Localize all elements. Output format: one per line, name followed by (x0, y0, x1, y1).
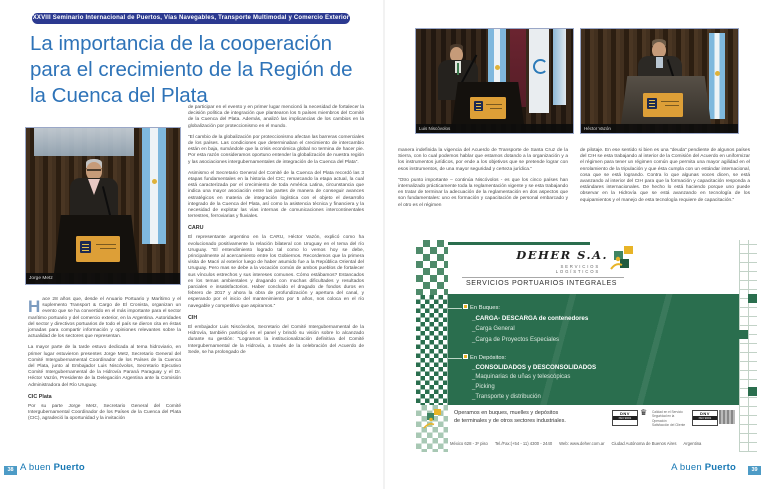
section-heading-cic-plata: CIC Plata (28, 393, 52, 400)
dropcap: H (28, 297, 41, 316)
checker-pattern-mid (416, 295, 448, 405)
photo-jorge-metz (25, 127, 181, 285)
runner-figure-icon (422, 417, 438, 430)
ad-website: Web: www.deher.com.ar (559, 441, 605, 446)
flag-sun (715, 71, 720, 76)
ad-address: México 628 - 3º piso (450, 441, 488, 446)
podium-sign-logo (647, 98, 657, 109)
flag-sun (495, 65, 500, 70)
right-column (188, 105, 364, 361)
cert-badge-dnv-2: DNV ISO 9001 (692, 410, 718, 426)
body-paragraph: Asimismo el Secretario General del Comité de la Cuenca del Plata recordó las 3 etapas fundamentales en la historia del CIC; remarcando la etapa actual, la cual está caracterizada por el crecimiento de toda América Latina, circunstancia que indica una mayor asociación entre las partes de manera de conseguir avances estratégicos en materia de integración logística con el objeto el desarrollo integrado de la Cuenca del Plata, así como la asistencia técnica y financiera y la necesidad de explotar las vías internas de comunicaciones intercontinentales terrestres, ferroviarias y fluviales. (188, 170, 364, 220)
page-number-right: 39 (748, 466, 761, 475)
right-page-right-column (580, 148, 750, 209)
ad-note-line1: Operamos en buques, muelles y depósitos (454, 410, 559, 416)
speaker-lanyard (457, 63, 459, 75)
magazine-name-bold: Puerto (704, 462, 736, 473)
body-paragraph: Por su parte Jorge Metz, Secretario General del Comité Intergubernamental Coordinador de los Países de la Cuenca del Plata (CIC), agradeció la oportunidad y la invitación (28, 403, 181, 422)
ad-service-item: _CARGA- DESCARGA de contenedores (472, 315, 589, 322)
seminar-banner (32, 13, 350, 24)
flag-argentina (142, 128, 166, 244)
body-paragraph: de pilotaje. En ese sentido si bien es una “deuda” pendiente de algunos países del CIH se esta trabajando al interior de la Comisión del Acuerdo en uniformizar el régimen para tener un régimen común que permita una mayor agilidad en el enrolamiento de la tripulación y que ésta cumpla con un estándar internacional, cosa que se está logrando. Contra lo que algunas voces dicen, se está avanzando al interior del CIH para que la formación y capacitación responda a estándares internacionales. De hecho lo está haciendo porque uno puede observar en la Hidrovía que se está avanzando en tecnología de los equipamientos y el manejo de esta tecnología requiere de capacitación.” (580, 148, 750, 203)
article-title: La importancia de la cooperación para el crecimiento de la Región de la Cuenca del Plata (30, 32, 353, 107)
checker-pattern-top (416, 240, 448, 295)
ad-service-item: _Picking (472, 384, 495, 390)
flag-sun (152, 179, 157, 184)
magazine-name-right (671, 462, 736, 473)
deher-logo-icon (612, 246, 644, 274)
ad-section-depositos: En Depósitos: (463, 354, 506, 361)
ad-service-item: _CONSOLIDADOS y DESCONSOLIDADOS (472, 364, 597, 371)
body-paragraph (28, 297, 181, 340)
ad-service-item: _Maquinarias de uñas y telescópicas (472, 374, 571, 380)
flag-lightblue (553, 29, 566, 105)
ad-brand-name: DEHER S.A. (516, 248, 608, 262)
ad-services-panel (448, 294, 739, 405)
square-bullet-icon (463, 304, 468, 309)
body-paragraph: La mayor parte de la tarde estuvo dedicada al tema hidroviario, en primer lugar estuvieron presentes Jorge Metz, Secretario General del Comité Intergubernamental Coordinador de los Países de la Cuenca del Plata, junto al Embajador Luis Niscóvolos, Secretario Ejecutivo Comité Intergubernamental de la Hidrovía Paraná Paraguay y el Dr. Héctor Vazón, Presidente de la Delegación Argentina ante la Comisión Administradora del Río Uruguay. (28, 345, 181, 388)
podium-sign (470, 97, 506, 119)
magazine-name-left (20, 462, 85, 473)
right-page-left-column (398, 148, 568, 214)
ad-service-item: _Transporte y distribución (472, 394, 541, 400)
ad-service-item: _Carga General (472, 326, 515, 332)
cert-quality-lines: Calidad en el Servicio Seguridad en la Operación Satisfacción del Cliente (652, 410, 686, 428)
photo-caption: Luis Niscóvolos (416, 124, 573, 133)
body-paragraph: El embajador Luis Niscóvolos, Secretario del Comité Intergubernamental de la Hidrovía, también participó en el panel y brindó su visión sobre lo alcanzado durante su gestión: “Logramos la institucionalización definitiva del Comité Intergubernamental de la Hidrovía, a través de la celebración del Acuerdo de Sede, se ha prolongado de (188, 324, 364, 355)
left-column (28, 297, 181, 427)
ad-top-bar (448, 242, 590, 245)
photo-caption: Jorge Metz (26, 273, 180, 284)
section-heading-cih: CIH (188, 314, 198, 321)
magazine-name-regular: A buen (20, 462, 51, 473)
seminar-banner-text: XXVIII Seminario Internacional de Puertos, Vías Navegables, Transporte Multimodal y Comercio Exterior (32, 15, 350, 21)
ad-divider-rule (462, 277, 624, 278)
ad-city: Ciudad Autónoma de Buenos Aires (611, 441, 677, 446)
ad-headline: SERVICIOS PORTUARIOS INTEGRALES (466, 280, 617, 287)
crown-mark-icon: ♛ (640, 408, 648, 417)
magazine-name-regular: A buen (671, 462, 702, 473)
page-gutter (383, 0, 385, 489)
podium-sign-logo (80, 241, 91, 253)
paragraph-text: ace 28 años que, desde el Anuario Portuario y Marítimo y el suplemento Transport & Cargo de El Cronista, organizan un evento que se ha convertido en el más importante para el sector marítimo portuario y del comercio exterior, en la Argentina. Autoridades del sector y directivos portuarios de todo el país se dieron cita en éstas jornadas para compartir información y opiniones relevantes sobre la actualidad de los sectores que representan. (28, 297, 181, 340)
photo-caption: Héctor Vazón (581, 124, 738, 133)
body-paragraph: “Otro punto importante – continúa Niscóvolos - es que los cinco países han internalizado prácticamente toda la reglamentación vigente y se esta trabajando en tratar de terminar la adecuación de la reglamentación en dos aspectos que son fundamentales: uno es formación y capacitación de personal embarcado y el otro es el régimen (398, 177, 568, 208)
section-heading-caru: CARU (188, 225, 204, 232)
magazine-name-bold: Puerto (53, 462, 85, 473)
deher-advertisement (416, 240, 757, 452)
body-paragraph: de participar en el evento y en primer lugar mencionó la necesidad de fortalecer la decisión política de integración que plantearon los 5 países miembros del Comité de la Cuenca del Plata. Además, analizó las implicancias de los cambios en la globalización por proteccionismo en el mundo. (188, 105, 364, 129)
podium-sign (643, 93, 683, 117)
ad-service-item: _Carga de Proyectos Especiales (472, 337, 560, 343)
flag-argentina (709, 33, 725, 119)
deher-logo-small-icon (424, 409, 450, 431)
projection-screen (34, 128, 134, 156)
podium-sign (76, 236, 120, 262)
ad-country: Argentina (683, 441, 702, 446)
square-bullet-icon (463, 354, 468, 359)
speaker-shirt (656, 57, 663, 68)
ad-note-line2: de terminales y de otros sectores industriales. (454, 418, 566, 424)
podium-sign-logo (474, 101, 483, 111)
body-paragraph: El representante argentino en la CARU, Héctor Vazón, explicó como ha evolucionado positivamente la relación bilateral con Uruguay en el tema del río Uruguay. “El entendimiento logrado tal como lo vemos hoy se debe, principalmente al acercamiento entre los Gobiernos. Recordemos que la primera visita de Macri al exterior luego de haber asumido fue a la República Oriental del Uruguay. Pero mas se debe a la vocación común de ambos pueblos de fortalecer sus vínculos estrechos y sus intereses comunes. Cómo estábamos? Estancados en los temas ambientales y dragando con muchas dificultades y resultados parciales e insatisfactorios. Haber concluido el dragado de fondos duros en febrero de 2017 y ahora la obra de profundización y apertura del canal, y esperando por el inicio del mantenimiento por 5 años, nos coloca en el río navegable y competitivo que aspiramos.” (188, 235, 364, 309)
ad-phone: Tel./Fax:(+54 - 11) 4300 - 2440 (494, 441, 553, 446)
runner-figure-icon (608, 256, 626, 272)
photo-luis-niscovolos (415, 28, 574, 134)
speaker-glasses (87, 169, 101, 171)
cert-barcode-mark (719, 410, 735, 424)
ad-section-buques: En Buques: (463, 304, 500, 311)
photo-hector-vazon (580, 28, 739, 134)
body-paragraph: “El cambio de la globalización por proteccionismo afectan las barreras comerciales de los países. Las condiciones que determinaban el crecimiento de intercambio están en baja, sumándole que la crisis económica global no termina de hacer pie. Por esta razón consideramos oportuno entender la globalización de nuestra región y las asociaciones intergubernamentales de integración de la Cuenca del Plata”. (188, 134, 364, 165)
body-paragraph: manera indefinida la vigencia del Acuerdo de Transporte de Santa Cruz de la Sierra, con lo cual podemos hablar que estamos dotando a la organización y a los instrumentos jurídicos, por ende a los objetivos que se pretende lograr con esos instrumentos, de una mayor seguridad y certeza jurídica.” (398, 148, 568, 172)
ad-brand-subtitle: SERVICIOS LOGÍSTICOS (555, 264, 600, 274)
flag-cic-emblem (533, 59, 548, 74)
flag-cic (529, 29, 549, 113)
ad-contact-line (450, 441, 750, 446)
page-number-left: 38 (4, 466, 17, 475)
square-grid-strip (739, 240, 757, 452)
cert-badge-dnv-1: DNV ISO 9001 (612, 410, 638, 426)
